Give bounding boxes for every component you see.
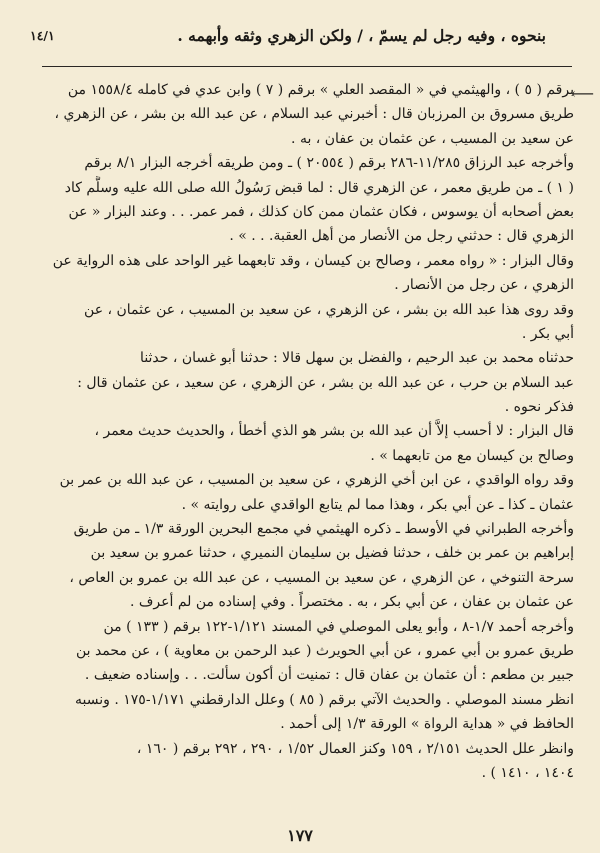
text-line: عثمان ـ كذا ـ عن أبي بكر ، وهذا مما لم يتابع الواقدي على روايته » .	[181, 496, 574, 513]
text-line: انظر مسند الموصلي . والحديث الآتي برقم ( ٨٥ ) وعلل الدارقطني ١/١٧١-١٧٥ . ونسبه	[75, 691, 574, 708]
header-reference: ١٤/١	[30, 28, 55, 43]
text-line: أبي بكر .	[521, 325, 574, 342]
text-line: الزهري ، عن رجل من الأنصار .	[394, 277, 574, 294]
continuation-arrow-icon: ⟵	[571, 84, 594, 103]
text-line: قال البزار : لا أحسب إلاَّ أن عبد الله بن بشر هو الذي أخطأ ، والحديث حديث معمر ،	[94, 423, 574, 440]
text-line: وأخرجه الطبراني في الأوسط ـ ذكره الهيثمي في مجمع البحرين الورقة ١/٣ ـ من طريق	[73, 521, 574, 538]
text-line: وقد روى هذا عبد الله بن بشر ، عن الزهري ، عن سعيد بن المسيب ، عن عثمان ، عن	[84, 301, 574, 318]
text-line: عن سعيد بن المسيب ، عن عثمان بن عفان ، به .	[291, 130, 574, 147]
text-line: وانظر علل الحديث ٢/١٥١ ، ١٥٩ وكنز العمال ١/٥٢ ، ٢٩٠ ، ٢٩٢ برقم ( ١٦٠ ،	[136, 740, 574, 757]
text-line: عن عثمان بن عفان ، عن أبي بكر ، به . مختصراً . وفي إسناده من لم أعرف .	[129, 594, 574, 611]
text-line: سرحة التنوخي ، عن الزهري ، عن سعيد بن المسيب ، عن عبد الله بن عمرو بن العاص ،	[69, 569, 574, 586]
footnote-body	[40, 78, 574, 785]
footnote-divider	[42, 66, 572, 67]
text-line: الزهري قال : حدثني رجل من الأنصار من أهل العقبة. . . » .	[229, 228, 574, 245]
text-line: حدثناه محمد بن عبد الرحيم ، والفضل بن سهل قالا : حدثنا أبو غسان ، حدثنا	[140, 350, 574, 367]
header-text: بنحوه ، وفيه رجل لم يسمّ ، / ولكن الزهري وثقه وأبهمه .	[177, 26, 546, 45]
text-line: طريق مسروق بن المرزبان قال : أخبرني عبد السلام ، عن عبد الله بن بشر ، عن الزهري ،	[54, 106, 574, 123]
text-line: طريق عمرو بن أبي عمرو ، عن أبي الحويرث ( عبد الرحمن بن معاوية ) ، عن محمد بن	[75, 642, 574, 659]
text-line: الحافظ في « هداية الرواة » الورقة ١/٣ إلى أحمد .	[280, 716, 574, 733]
text-line: وصالح بن كيسان مع من تابعهما » .	[370, 447, 574, 464]
text-line: بعض أصحابه أن يوسوس ، فكان عثمان ممن كان كذلك ، فمر عمر. . . وعند البزار « عن	[68, 203, 574, 220]
text-line: برقم ( ٥ ) ، والهيثمي في « المقصد العلي » برقم ( ٧ ) وابن عدي في كامله ١٥٥٨/٤ من	[67, 82, 574, 98]
text-line: جبير بن مطعم : أن عثمان بن عفان قال : تمنيت أن أكون سألت. . . وإسناده ضعيف .	[84, 667, 574, 684]
text-line: فذكر نحوه .	[504, 399, 574, 416]
text-line: وأخرجه أحمد ١/٧-٨ ، وأبو يعلى الموصلي في المسند ١/١٢١-١٢٢ برقم ( ١٣٣ ) من	[103, 618, 574, 635]
text-line: وأخرجه عبد الرزاق ١١/٢٨٥-٢٨٦ برقم ( ٢٠٥٥٤ ) ـ ومن طريقه أخرجه البزار ٨/١ برقم	[84, 155, 574, 172]
running-header	[30, 22, 576, 56]
text-line: ( ١ ) ـ من طريق معمر ، عن الزهري قال : لما قبض رَسُولُ الله صلى الله عليه وسلَّم كاد	[64, 179, 574, 196]
text-line: وقد رواه الواقدي ، عن ابن أخي الزهري ، عن سعيد بن المسيب ، عن عبد الله بن عمر بن	[59, 472, 574, 489]
text-line: إبراهيم بن عمر بن خلف ، حدثنا فضيل بن سليمان النميري ، حدثنا عمرو بن سعيد بن	[90, 545, 574, 562]
text-line: ١٤٠٤ ، ١٤١٠ ) .	[481, 764, 574, 781]
text-line: عبد السلام بن حرب ، عن عبد الله بن بشر ، عن الزهري ، عن سعيد ، عن عثمان قال :	[77, 374, 574, 391]
text-line: وقال البزار : « رواه معمر ، وصالح بن كيسان ، وقد تابعهما غير الواحد على هذه الرواية عن	[52, 252, 574, 269]
page-number: ١٧٧	[287, 826, 313, 845]
